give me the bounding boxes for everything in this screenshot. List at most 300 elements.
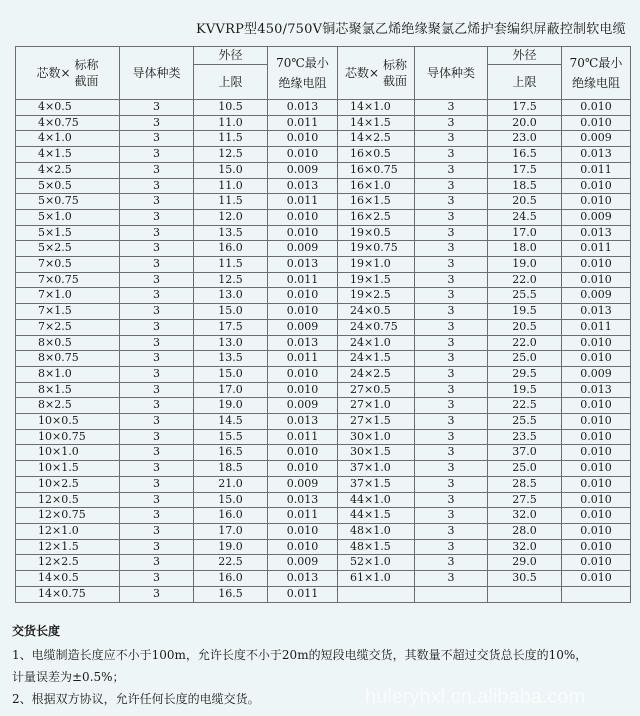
- outer-diameter-cell: 28.0: [488, 523, 562, 539]
- spec-cell: 8×2.5: [16, 398, 120, 414]
- outer-diameter-cell: 11.5: [194, 257, 268, 273]
- resistance-cell: 0.011: [562, 241, 631, 257]
- spec-cell: 27×1.0: [338, 398, 415, 414]
- conductor-cell: 3: [415, 508, 488, 524]
- resistance-cell: 0.010: [268, 445, 338, 461]
- resistance-cell: 0.010: [562, 272, 631, 288]
- conductor-cell: 3: [120, 586, 194, 602]
- spec-cell: 19×0.75: [338, 241, 415, 257]
- spec-cell: 12×1.0: [16, 523, 120, 539]
- outer-diameter-cell: 20.5: [488, 194, 562, 210]
- outer-diameter-cell: 25.0: [488, 461, 562, 477]
- spec-cell: 4×0.75: [16, 115, 120, 131]
- conductor-cell: 3: [415, 272, 488, 288]
- resistance-cell: 0.009: [562, 209, 631, 225]
- resistance-cell: 0.013: [562, 225, 631, 241]
- table-row: [16, 319, 631, 335]
- spec-cell: 12×2.5: [16, 555, 120, 571]
- outer-diameter-cell: 16.0: [194, 508, 268, 524]
- header-resistance: [562, 47, 631, 100]
- conductor-cell: 3: [415, 398, 488, 414]
- header-conductor: 导体种类: [415, 47, 488, 100]
- resistance-cell: 0.013: [268, 257, 338, 273]
- outer-diameter-cell: 11.5: [194, 131, 268, 147]
- outer-diameter-cell: 13.0: [194, 288, 268, 304]
- table-row: [16, 162, 631, 178]
- resistance-cell: 0.010: [562, 523, 631, 539]
- outer-diameter-cell: 29.5: [488, 366, 562, 382]
- spec-cell: 24×0.75: [338, 319, 415, 335]
- conductor-cell: 3: [120, 272, 194, 288]
- spec-cell: 19×1.5: [338, 272, 415, 288]
- conductor-cell: 3: [120, 382, 194, 398]
- header-spec-label: 标称: [382, 58, 407, 72]
- resistance-cell: 0.010: [562, 555, 631, 571]
- outer-diameter-cell: 16.5: [194, 445, 268, 461]
- cable-spec-table: [15, 46, 631, 603]
- conductor-cell: 3: [415, 304, 488, 320]
- table-row: [16, 131, 631, 147]
- header-spec: [16, 47, 120, 100]
- outer-diameter-cell: 16.0: [194, 571, 268, 587]
- outer-diameter-cell: 15.0: [194, 492, 268, 508]
- conductor-cell: 3: [120, 414, 194, 430]
- outer-diameter-cell: 32.0: [488, 508, 562, 524]
- resistance-cell: 0.013: [562, 147, 631, 163]
- table-row: [16, 571, 631, 587]
- resistance-cell: 0.011: [268, 351, 338, 367]
- spec-cell: 14×0.5: [16, 571, 120, 587]
- outer-diameter-cell: 17.5: [194, 319, 268, 335]
- resistance-cell: 0.013: [562, 304, 631, 320]
- outer-diameter-cell: 19.5: [488, 304, 562, 320]
- outer-diameter-cell: 17.5: [488, 100, 562, 116]
- spec-cell: 44×1.0: [338, 492, 415, 508]
- resistance-cell: 0.010: [562, 508, 631, 524]
- conductor-cell: 3: [415, 162, 488, 178]
- outer-diameter-cell: 17.5: [488, 162, 562, 178]
- outer-diameter-cell: 16.5: [194, 586, 268, 602]
- outer-diameter-cell: 12.5: [194, 272, 268, 288]
- conductor-cell: 3: [415, 115, 488, 131]
- resistance-cell: 0.010: [268, 461, 338, 477]
- resistance-cell: 0.010: [268, 131, 338, 147]
- outer-diameter-cell: [488, 586, 562, 602]
- conductor-cell: 3: [415, 351, 488, 367]
- conductor-cell: 3: [120, 304, 194, 320]
- note-line-2: 计量误差为±0.5%；: [12, 670, 125, 684]
- resistance-cell: 0.013: [268, 178, 338, 194]
- outer-diameter-cell: 27.5: [488, 492, 562, 508]
- table-row: [16, 366, 631, 382]
- outer-diameter-cell: 13.5: [194, 225, 268, 241]
- resistance-cell: 0.010: [268, 523, 338, 539]
- conductor-cell: 3: [120, 366, 194, 382]
- spec-cell: 8×0.5: [16, 335, 120, 351]
- outer-diameter-cell: 11.5: [194, 194, 268, 210]
- table-row: [16, 225, 631, 241]
- spec-cell: 14×1.5: [338, 115, 415, 131]
- spec-cell: 16×1.5: [338, 194, 415, 210]
- table-row: [16, 429, 631, 445]
- resistance-cell: 0.011: [268, 194, 338, 210]
- conductor-cell: 3: [415, 414, 488, 430]
- resistance-cell: 0.009: [268, 241, 338, 257]
- resistance-cell: 0.013: [268, 492, 338, 508]
- outer-diameter-cell: 22.5: [488, 398, 562, 414]
- resistance-cell: 0.009: [268, 555, 338, 571]
- outer-diameter-cell: 15.0: [194, 366, 268, 382]
- outer-diameter-cell: 17.0: [194, 523, 268, 539]
- table-row: [16, 555, 631, 571]
- resistance-cell: 0.013: [562, 382, 631, 398]
- spec-cell: 24×0.5: [338, 304, 415, 320]
- conductor-cell: 3: [120, 508, 194, 524]
- spec-cell: 5×1.0: [16, 209, 120, 225]
- resistance-cell: 0.011: [562, 162, 631, 178]
- conductor-cell: 3: [415, 100, 488, 116]
- resistance-cell: 0.009: [562, 366, 631, 382]
- resistance-cell: 0.010: [268, 539, 338, 555]
- spec-cell: [338, 586, 415, 602]
- conductor-cell: 3: [415, 476, 488, 492]
- outer-diameter-cell: 18.0: [488, 241, 562, 257]
- conductor-cell: 3: [415, 492, 488, 508]
- resistance-cell: 0.011: [268, 272, 338, 288]
- conductor-cell: 3: [120, 429, 194, 445]
- header-conductor: 导体种类: [120, 47, 194, 100]
- spec-cell: 48×1.0: [338, 523, 415, 539]
- outer-diameter-cell: 11.0: [194, 178, 268, 194]
- table-row: [16, 539, 631, 555]
- spec-cell: 8×0.75: [16, 351, 120, 367]
- resistance-cell: 0.011: [268, 429, 338, 445]
- outer-diameter-cell: 14.5: [194, 414, 268, 430]
- spec-cell: 16×2.5: [338, 209, 415, 225]
- conductor-cell: 3: [120, 115, 194, 131]
- outer-diameter-cell: 19.0: [194, 539, 268, 555]
- outer-diameter-cell: 25.0: [488, 351, 562, 367]
- conductor-cell: 3: [120, 162, 194, 178]
- conductor-cell: 3: [120, 351, 194, 367]
- conductor-cell: 3: [415, 335, 488, 351]
- spec-cell: 16×0.75: [338, 162, 415, 178]
- spec-cell: 7×0.75: [16, 272, 120, 288]
- spec-cell: 44×1.5: [338, 508, 415, 524]
- resistance-cell: 0.010: [562, 351, 631, 367]
- spec-cell: 37×1.5: [338, 476, 415, 492]
- header-res-label: 70℃最小: [569, 56, 623, 70]
- resistance-cell: 0.011: [268, 115, 338, 131]
- table-row: [16, 492, 631, 508]
- conductor-cell: 3: [120, 461, 194, 477]
- document-title: KVVRP型450/750V铜芯聚氯乙烯绝缘聚氯乙烯护套编织屏蔽控制软电缆: [196, 22, 626, 37]
- resistance-cell: 0.010: [268, 147, 338, 163]
- outer-diameter-cell: 19.0: [194, 398, 268, 414]
- notes-heading: 交货长度: [12, 624, 61, 638]
- spec-cell: 30×1.5: [338, 445, 415, 461]
- outer-diameter-cell: 23.0: [488, 131, 562, 147]
- spec-cell: 52×1.0: [338, 555, 415, 571]
- header-od: 外径: [488, 47, 562, 65]
- outer-diameter-cell: 28.5: [488, 476, 562, 492]
- outer-diameter-cell: 15.0: [194, 162, 268, 178]
- table-row: [16, 523, 631, 539]
- spec-cell: 12×0.5: [16, 492, 120, 508]
- conductor-cell: 3: [120, 257, 194, 273]
- conductor-cell: 3: [120, 147, 194, 163]
- resistance-cell: 0.010: [562, 571, 631, 587]
- conductor-cell: 3: [415, 257, 488, 273]
- spec-cell: 4×1.0: [16, 131, 120, 147]
- outer-diameter-cell: 25.5: [488, 414, 562, 430]
- spec-cell: 30×1.0: [338, 429, 415, 445]
- resistance-cell: 0.013: [268, 100, 338, 116]
- resistance-cell: 0.010: [562, 492, 631, 508]
- outer-diameter-cell: 12.5: [194, 147, 268, 163]
- resistance-cell: 0.010: [268, 382, 338, 398]
- table-row: [16, 147, 631, 163]
- conductor-cell: 3: [415, 366, 488, 382]
- outer-diameter-cell: 17.0: [194, 382, 268, 398]
- header-res-label: 70℃最小: [276, 56, 329, 70]
- spec-cell: 10×1.5: [16, 461, 120, 477]
- spec-cell: 24×1.5: [338, 351, 415, 367]
- resistance-cell: 0.010: [562, 335, 631, 351]
- spec-cell: 16×0.5: [338, 147, 415, 163]
- spec-cell: 4×2.5: [16, 162, 120, 178]
- conductor-cell: 3: [415, 147, 488, 163]
- resistance-cell: 0.013: [268, 335, 338, 351]
- resistance-cell: 0.010: [268, 288, 338, 304]
- conductor-cell: 3: [120, 492, 194, 508]
- conductor-cell: 3: [415, 241, 488, 257]
- table-row: [16, 445, 631, 461]
- spec-cell: 14×2.5: [338, 131, 415, 147]
- spec-cell: 19×2.5: [338, 288, 415, 304]
- spec-cell: 24×1.0: [338, 335, 415, 351]
- outer-diameter-cell: 32.0: [488, 539, 562, 555]
- outer-diameter-cell: 22.0: [488, 272, 562, 288]
- outer-diameter-cell: 25.5: [488, 288, 562, 304]
- outer-diameter-cell: 29.0: [488, 555, 562, 571]
- spec-cell: 14×0.75: [16, 586, 120, 602]
- outer-diameter-cell: 15.5: [194, 429, 268, 445]
- conductor-cell: 3: [120, 319, 194, 335]
- outer-diameter-cell: 19.5: [488, 382, 562, 398]
- outer-diameter-cell: 15.0: [194, 304, 268, 320]
- spec-cell: 8×1.0: [16, 366, 120, 382]
- conductor-cell: 3: [120, 476, 194, 492]
- conductor-cell: 3: [120, 335, 194, 351]
- table-row: [16, 115, 631, 131]
- conductor-cell: 3: [415, 461, 488, 477]
- conductor-cell: 3: [120, 445, 194, 461]
- resistance-cell: 0.011: [562, 319, 631, 335]
- conductor-cell: 3: [120, 209, 194, 225]
- resistance-cell: 0.011: [268, 508, 338, 524]
- resistance-cell: 0.009: [268, 476, 338, 492]
- spec-cell: 4×1.5: [16, 147, 120, 163]
- table-row: [16, 241, 631, 257]
- conductor-cell: 3: [415, 209, 488, 225]
- resistance-cell: 0.010: [562, 539, 631, 555]
- conductor-cell: 3: [120, 241, 194, 257]
- spec-cell: 10×0.5: [16, 414, 120, 430]
- outer-diameter-cell: 10.5: [194, 100, 268, 116]
- table-row: [16, 461, 631, 477]
- resistance-cell: 0.010: [268, 366, 338, 382]
- resistance-cell: 0.009: [268, 162, 338, 178]
- outer-diameter-cell: 21.0: [194, 476, 268, 492]
- spec-cell: 10×1.0: [16, 445, 120, 461]
- resistance-cell: 0.010: [268, 304, 338, 320]
- resistance-cell: 0.010: [268, 209, 338, 225]
- conductor-cell: 3: [415, 555, 488, 571]
- header-res-label: 绝缘电阻: [571, 76, 620, 90]
- header-res-label: 绝缘电阻: [278, 76, 327, 90]
- conductor-cell: 3: [120, 288, 194, 304]
- table-row: [16, 398, 631, 414]
- outer-diameter-cell: 22.0: [488, 335, 562, 351]
- table-row: [16, 194, 631, 210]
- note-line-3: 2、根据双方协议，允许任何长度的电缆交货。: [12, 692, 260, 706]
- resistance-cell: [562, 586, 631, 602]
- outer-diameter-cell: 18.5: [488, 178, 562, 194]
- conductor-cell: 3: [120, 398, 194, 414]
- table-row: [16, 288, 631, 304]
- resistance-cell: 0.009: [268, 398, 338, 414]
- header-spec-label: 芯数×: [36, 65, 71, 80]
- conductor-cell: 3: [120, 225, 194, 241]
- spec-cell: 27×0.5: [338, 382, 415, 398]
- spec-cell: 10×2.5: [16, 476, 120, 492]
- resistance-cell: 0.010: [562, 398, 631, 414]
- spec-cell: 19×1.0: [338, 257, 415, 273]
- spec-cell: 5×1.5: [16, 225, 120, 241]
- header-od-limit: 上限: [488, 65, 562, 100]
- conductor-cell: 3: [120, 131, 194, 147]
- table-row: [16, 209, 631, 225]
- conductor-cell: 3: [120, 178, 194, 194]
- conductor-cell: 3: [120, 523, 194, 539]
- spec-cell: 5×0.75: [16, 194, 120, 210]
- outer-diameter-cell: 20.0: [488, 115, 562, 131]
- header-od-limit: 上限: [194, 65, 268, 100]
- resistance-cell: 0.013: [268, 414, 338, 430]
- resistance-cell: 0.010: [562, 429, 631, 445]
- outer-diameter-cell: 19.0: [488, 257, 562, 273]
- resistance-cell: 0.010: [562, 476, 631, 492]
- header-spec-label: 截面: [382, 74, 407, 88]
- outer-diameter-cell: 12.0: [194, 209, 268, 225]
- header-spec-label: 标称: [74, 58, 99, 72]
- table-row: [16, 304, 631, 320]
- spec-cell: 4×0.5: [16, 100, 120, 116]
- conductor-cell: 3: [120, 555, 194, 571]
- conductor-cell: 3: [415, 571, 488, 587]
- outer-diameter-cell: 17.0: [488, 225, 562, 241]
- header-od: 外径: [194, 47, 268, 65]
- outer-diameter-cell: 24.5: [488, 209, 562, 225]
- resistance-cell: 0.009: [268, 319, 338, 335]
- table-row: [16, 351, 631, 367]
- spec-cell: 12×0.75: [16, 508, 120, 524]
- header-spec: [338, 47, 415, 100]
- spec-cell: 5×0.5: [16, 178, 120, 194]
- conductor-cell: 3: [415, 319, 488, 335]
- note-line-1: 1、电缆制造长度应不小于100m，允许长度不小于20m的短段电缆交货，其数量不超过交货总长度的10%，: [12, 648, 588, 662]
- conductor-cell: 3: [120, 194, 194, 210]
- outer-diameter-cell: 30.5: [488, 571, 562, 587]
- spec-cell: 7×1.0: [16, 288, 120, 304]
- spec-cell: 37×1.0: [338, 461, 415, 477]
- outer-diameter-cell: 18.5: [194, 461, 268, 477]
- conductor-cell: 3: [120, 539, 194, 555]
- conductor-cell: 3: [120, 100, 194, 116]
- header-spec-label: 截面: [74, 74, 99, 88]
- spec-cell: 48×1.5: [338, 539, 415, 555]
- resistance-cell: 0.009: [562, 131, 631, 147]
- spec-cell: 12×1.5: [16, 539, 120, 555]
- table-row: [16, 508, 631, 524]
- conductor-cell: 3: [415, 539, 488, 555]
- resistance-cell: 0.010: [562, 414, 631, 430]
- resistance-cell: 0.013: [268, 571, 338, 587]
- conductor-cell: 3: [120, 571, 194, 587]
- table-row: [16, 382, 631, 398]
- resistance-cell: 0.011: [268, 586, 338, 602]
- outer-diameter-cell: 16.0: [194, 241, 268, 257]
- resistance-cell: 0.010: [562, 461, 631, 477]
- conductor-cell: 3: [415, 429, 488, 445]
- outer-diameter-cell: 16.5: [488, 147, 562, 163]
- conductor-cell: 3: [415, 445, 488, 461]
- table-row: [16, 178, 631, 194]
- resistance-cell: 0.010: [562, 115, 631, 131]
- outer-diameter-cell: 11.0: [194, 115, 268, 131]
- conductor-cell: 3: [415, 288, 488, 304]
- outer-diameter-cell: 20.5: [488, 319, 562, 335]
- spec-cell: 27×1.5: [338, 414, 415, 430]
- spec-cell: 7×0.5: [16, 257, 120, 273]
- resistance-cell: 0.010: [562, 445, 631, 461]
- spec-cell: 24×2.5: [338, 366, 415, 382]
- resistance-cell: 0.009: [562, 288, 631, 304]
- resistance-cell: 0.010: [562, 257, 631, 273]
- conductor-cell: 3: [415, 194, 488, 210]
- conductor-cell: 3: [415, 523, 488, 539]
- conductor-cell: 3: [415, 225, 488, 241]
- header-resistance: [268, 47, 338, 100]
- spec-cell: 61×1.0: [338, 571, 415, 587]
- conductor-cell: 3: [415, 178, 488, 194]
- spec-cell: 5×2.5: [16, 241, 120, 257]
- table-row: [16, 272, 631, 288]
- spec-cell: 19×0.5: [338, 225, 415, 241]
- spec-cell: 8×1.5: [16, 382, 120, 398]
- outer-diameter-cell: 13.0: [194, 335, 268, 351]
- spec-cell: 14×1.0: [338, 100, 415, 116]
- resistance-cell: 0.010: [268, 225, 338, 241]
- table-row: [16, 257, 631, 273]
- header-row: [16, 47, 631, 65]
- resistance-cell: 0.010: [562, 194, 631, 210]
- watermark: huleryhxl.cn.alibaba.com: [365, 686, 586, 708]
- table-row: [16, 414, 631, 430]
- resistance-cell: 0.010: [562, 178, 631, 194]
- table-row: [16, 335, 631, 351]
